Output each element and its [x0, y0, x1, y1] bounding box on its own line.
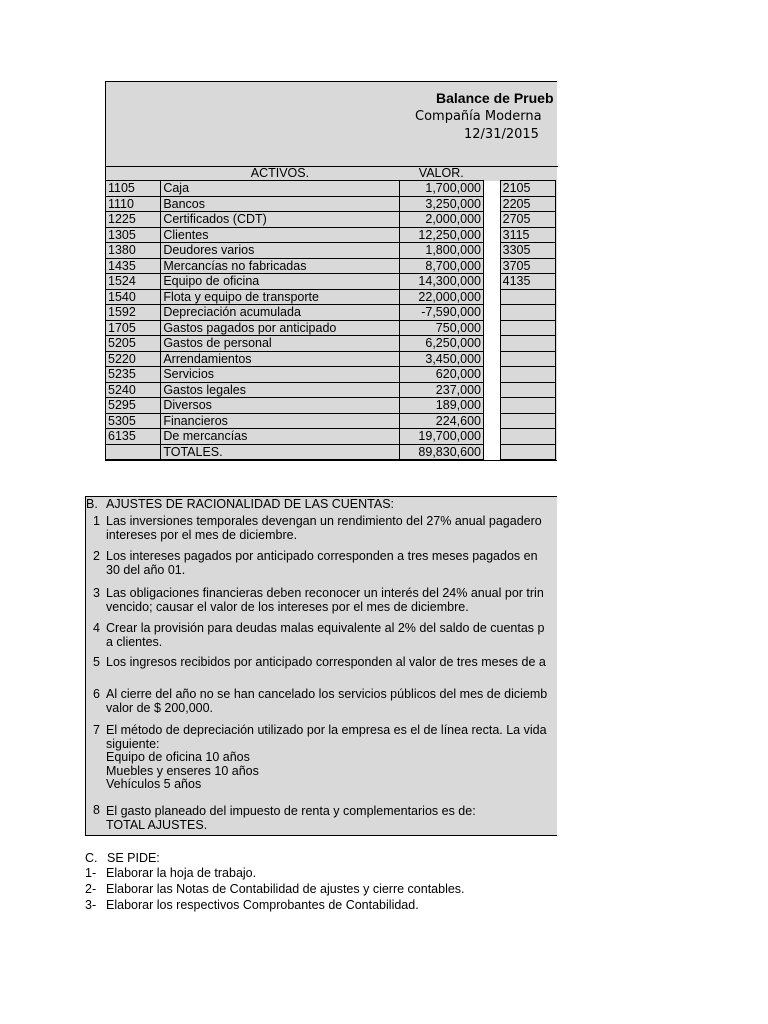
- table-row: [106, 196, 556, 212]
- trial-balance-table: [105, 166, 556, 460]
- account-value: 14,300,000: [399, 274, 483, 290]
- adjustment-text-line: Equipo de oficina 10 años: [106, 750, 250, 764]
- liability-account-code: [500, 320, 555, 336]
- liability-account-code: [500, 336, 555, 352]
- account-code: 1305: [106, 227, 161, 243]
- liability-account-code: 3305: [500, 243, 555, 259]
- column-gap: [483, 243, 500, 259]
- adjustment-number: 3: [93, 586, 100, 600]
- liability-account-code: 2105: [500, 181, 555, 197]
- account-value: 1,700,000: [399, 181, 483, 197]
- liability-account-code: [500, 382, 555, 398]
- column-gap: [483, 320, 500, 336]
- column-gap: [483, 444, 500, 460]
- adjustment-text-line: a clientes.: [106, 634, 163, 649]
- liability-account-code: [500, 305, 555, 321]
- account-code: 1380: [106, 243, 161, 259]
- liability-account-code: [500, 367, 555, 383]
- column-gap: [483, 336, 500, 352]
- requirement-item: [85, 898, 419, 912]
- account-value: 22,000,000: [399, 289, 483, 305]
- account-name: De mercancías: [161, 429, 399, 445]
- account-code: 6135: [106, 429, 161, 445]
- adjustment-text-line: TOTAL AJUSTES.: [106, 818, 208, 832]
- account-code: 5240: [106, 382, 161, 398]
- adjustment-text-line: Vehículos 5 años: [106, 777, 202, 791]
- column-gap: [483, 196, 500, 212]
- account-name: Financieros: [161, 413, 399, 429]
- requirement-item: [85, 882, 465, 896]
- column-gap: [483, 258, 500, 274]
- table-row: [106, 289, 556, 305]
- account-name: Certificados (CDT): [161, 212, 399, 228]
- adjustment-text-line: 30 del año 01.: [106, 562, 186, 577]
- liability-account-code: [500, 289, 555, 305]
- requirements-heading-row: [85, 851, 160, 865]
- account-value: 89,830,600: [399, 444, 483, 460]
- requirement-text: Elaborar los respectivos Comprobantes de Contabilidad.: [106, 898, 419, 912]
- table-row: [106, 181, 556, 197]
- account-code: 1435: [106, 258, 161, 274]
- account-code: 5305: [106, 413, 161, 429]
- liability-account-code: [500, 413, 555, 429]
- adjustment-text-line: siguiente:: [106, 736, 160, 751]
- table-row: [106, 212, 556, 228]
- account-value: 2,000,000: [399, 212, 483, 228]
- adjustment-number: 8: [93, 803, 100, 817]
- adjustments-section: [85, 496, 557, 836]
- account-value: 750,000: [399, 320, 483, 336]
- account-name: Bancos: [161, 196, 399, 212]
- table-row: [106, 305, 556, 321]
- liability-account-code: [500, 444, 555, 460]
- column-gap: [483, 429, 500, 445]
- account-code: 1225: [106, 212, 161, 228]
- account-name: Depreciación acumulada: [161, 305, 399, 321]
- account-value: 6,250,000: [399, 336, 483, 352]
- account-code: 1540: [106, 289, 161, 305]
- table-row: [106, 243, 556, 259]
- liability-account-code: 2705: [500, 212, 555, 228]
- adjustment-number: 1: [93, 514, 100, 528]
- adjustment-number: 7: [93, 723, 100, 737]
- column-gap: [483, 382, 500, 398]
- column-header-value: VALOR.: [418, 166, 464, 180]
- column-gap: [483, 212, 500, 228]
- table-row: [106, 336, 556, 352]
- adjustment-text-line: Al cierre del año no se han cancelado los servicios públicos del mes de diciemb: [106, 687, 548, 701]
- adjustment-text-line: Las obligaciones financieras deben reconocer un interés del 24% anual por trin: [106, 586, 544, 600]
- requirement-number: 3-: [85, 898, 97, 912]
- requirements-letter: C.: [85, 851, 98, 865]
- table-row: [106, 413, 556, 429]
- liability-account-code: 3115: [500, 227, 555, 243]
- column-gap: [483, 367, 500, 383]
- liability-account-code: 2205: [500, 196, 555, 212]
- account-code: 1592: [106, 305, 161, 321]
- table-row: [106, 382, 556, 398]
- company-name: Compañía Moderna: [415, 109, 542, 124]
- column-gap: [483, 227, 500, 243]
- account-code: [106, 444, 161, 460]
- adjustment-text-line: El método de depreciación utilizado por la empresa es el de línea recta. La vida: [106, 723, 547, 737]
- account-value: 620,000: [399, 367, 483, 383]
- requirement-item: [85, 866, 256, 880]
- account-name: Deudores varios: [161, 243, 399, 259]
- account-name: Servicios: [161, 367, 399, 383]
- account-code: 1105: [106, 181, 161, 197]
- adjustment-text-line: vencido; causar el valor de los intereses por el mes de diciembre.: [106, 599, 469, 614]
- trial-balance-section: [105, 81, 557, 461]
- liability-account-code: [500, 429, 555, 445]
- account-code: 1524: [106, 274, 161, 290]
- column-gap: [483, 351, 500, 367]
- account-name: Gastos pagados por anticipado: [161, 320, 399, 336]
- account-value: 3,250,000: [399, 196, 483, 212]
- account-value: 8,700,000: [399, 258, 483, 274]
- column-gap: [483, 413, 500, 429]
- requirement-text: Elaborar las Notas de Contabilidad de ajustes y cierre contables.: [106, 882, 465, 896]
- column-gap: [483, 289, 500, 305]
- account-name: Gastos legales: [161, 382, 399, 398]
- adjustment-text-line: Los intereses pagados por anticipado corresponden a tres meses pagados en: [106, 549, 538, 563]
- adjustment-text-line: Los ingresos recibidos por anticipado corresponden al valor de tres meses de a: [106, 655, 546, 669]
- adjustment-number: 6: [93, 687, 100, 701]
- adjustment-text-line: Crear la provisión para deudas malas equivalente al 2% del saldo de cuentas p: [106, 621, 545, 635]
- table-row: [106, 351, 556, 367]
- column-gap: [483, 181, 500, 197]
- account-code: 5235: [106, 367, 161, 383]
- account-name: TOTALES.: [161, 444, 399, 460]
- liability-account-code: [500, 398, 555, 414]
- table-row: [106, 320, 556, 336]
- column-gap: [483, 398, 500, 414]
- account-code: 5220: [106, 351, 161, 367]
- table-row: [106, 367, 556, 383]
- account-code: 5205: [106, 336, 161, 352]
- table-row: [106, 398, 556, 414]
- adjustment-number: 2: [93, 549, 100, 563]
- account-name: Flota y equipo de transporte: [161, 289, 399, 305]
- account-value: -7,590,000: [399, 305, 483, 321]
- account-code: 5295: [106, 398, 161, 414]
- account-name: Equipo de oficina: [161, 274, 399, 290]
- requirement-text: Elaborar la hoja de trabajo.: [106, 866, 257, 880]
- requirement-number: 2-: [85, 882, 97, 896]
- table-row: [106, 258, 556, 274]
- account-value: 224,600: [399, 413, 483, 429]
- table-row: [106, 274, 556, 290]
- account-name: Gastos de personal: [161, 336, 399, 352]
- account-code: 1110: [106, 196, 161, 212]
- table-row: [106, 444, 556, 460]
- account-value: 19,700,000: [399, 429, 483, 445]
- adjustment-text-line: Muebles y enseres 10 años: [106, 763, 259, 778]
- account-name: Clientes: [161, 227, 399, 243]
- adjustment-text-line: Las inversiones temporales devengan un rendimiento del 27% anual pagadero: [106, 514, 542, 528]
- liability-account-code: 3705: [500, 258, 555, 274]
- account-name: Diversos: [161, 398, 399, 414]
- account-code: 1705: [106, 320, 161, 336]
- account-value: 1,800,000: [399, 243, 483, 259]
- adjustment-text-line: intereses por el mes de diciembre.: [106, 527, 298, 542]
- account-value: 189,000: [399, 398, 483, 414]
- adjustments-heading: AJUSTES DE RACIONALIDAD DE LAS CUENTAS:: [106, 497, 395, 511]
- adjustment-number: 4: [93, 621, 100, 635]
- account-name: Arrendamientos: [161, 351, 399, 367]
- requirements-heading: SE PIDE:: [106, 851, 160, 865]
- adjustment-text-line: El gasto planeado del impuesto de renta y complementarios es de:: [106, 804, 476, 818]
- column-header-assets: ACTIVOS.: [250, 166, 310, 180]
- account-name: Mercancías no fabricadas: [161, 258, 399, 274]
- account-value: 237,000: [399, 382, 483, 398]
- adjustment-number: 5: [93, 655, 100, 669]
- liability-account-code: 4135: [500, 274, 555, 290]
- column-gap: [483, 274, 500, 290]
- balance-title: Balance de Prueb: [436, 90, 554, 106]
- table-row: [106, 227, 556, 243]
- table-row: [106, 429, 556, 445]
- adjustments-letter: B.: [86, 497, 98, 511]
- account-name: Caja: [161, 181, 399, 197]
- liability-account-code: [500, 351, 555, 367]
- adjustment-text-line: valor de $ 200,000.: [106, 700, 214, 715]
- balance-date: 12/31/2015: [464, 127, 539, 142]
- requirement-number: 1-: [85, 866, 97, 880]
- account-value: 12,250,000: [399, 227, 483, 243]
- account-value: 3,450,000: [399, 351, 483, 367]
- column-gap: [483, 305, 500, 321]
